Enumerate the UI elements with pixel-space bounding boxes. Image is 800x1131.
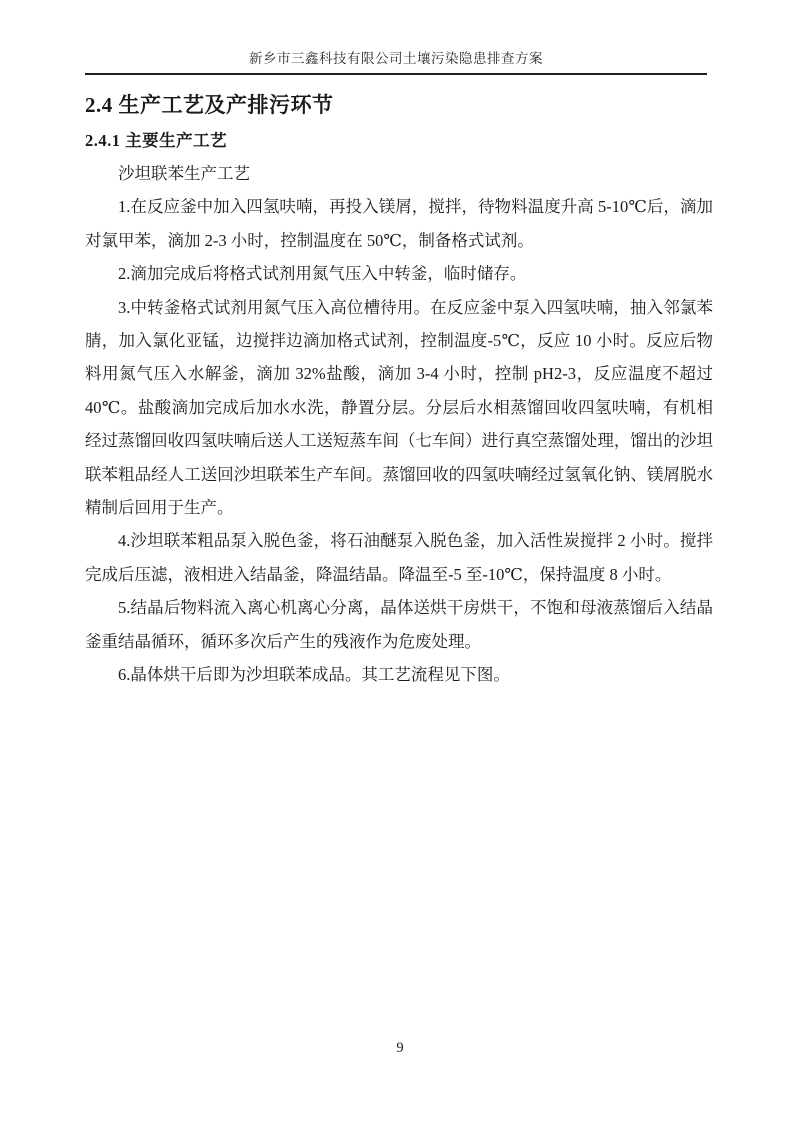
paragraph-step-6: 6.晶体烘干后即为沙坦联苯成品。其工艺流程见下图。 (118, 665, 510, 685)
page-number: 9 (396, 1040, 404, 1056)
page-footer (0, 1040, 800, 1057)
header-title: 新乡市三鑫科技有限公司土壤污染隐患排查方案 (249, 51, 543, 66)
document-content (85, 86, 713, 692)
section-heading: 2.4 生产工艺及产排污环节 (85, 93, 334, 117)
paragraph-step-4: 4.沙坦联苯粗品泵入脱色釜，将石油醚泵入脱色釜，加入活性炭搅拌 2 小时。搅拌完成后压滤，液相进入结晶釜，降温结晶。降温至-5 至-10℃，保持温度 8 小时。 (85, 531, 713, 584)
paragraph-step-5: 5.结晶后物料流入离心机离心分离，晶体送烘干房烘干，不饱和母液蒸馏后入结晶釜重结晶循环，循环多次后产生的残液作为危废处理。 (85, 598, 713, 651)
paragraph-step-3: 3.中转釜格式试剂用氮气压入高位槽待用。在反应釜中泵入四氢呋喃，抽入邻氯苯腈，加入氯化亚锰，边搅拌边滴加格式试剂，控制温度-5℃，反应 10 小时。反应后物料用氮气压入水解釜，滴加 32%盐酸，滴加 3-4 小时，控制 pH2-3，反应温度不超过 40℃。盐酸滴加完成后加水水洗，静置分层。分层后水相蒸馏回收四氢呋喃，有机相经过蒸馏回收四氢呋喃后送人工送短蒸车间（七车间）进行真空蒸馏处理，馏出的沙坦联苯粗品经人工送回沙坦联苯生产车间。蒸馏回收的四氢呋喃经过氢氧化钠、镁屑脱水精制后回用于生产。 (85, 297, 713, 518)
paragraph-step-2: 2.滴加完成后将格式试剂用氮气压入中转釜，临时储存。 (118, 264, 527, 284)
paragraph-step-1: 1.在反应釜中加入四氢呋喃，再投入镁屑，搅拌，待物料温度升高 5-10℃后，滴加对氯甲苯，滴加 2-3 小时，控制温度在 50℃，制备格式试剂。 (85, 197, 713, 250)
page-header (85, 50, 707, 75)
subsection-heading: 2.4.1 主要生产工艺 (85, 131, 228, 150)
paragraph-process-title: 沙坦联苯生产工艺 (118, 164, 250, 183)
